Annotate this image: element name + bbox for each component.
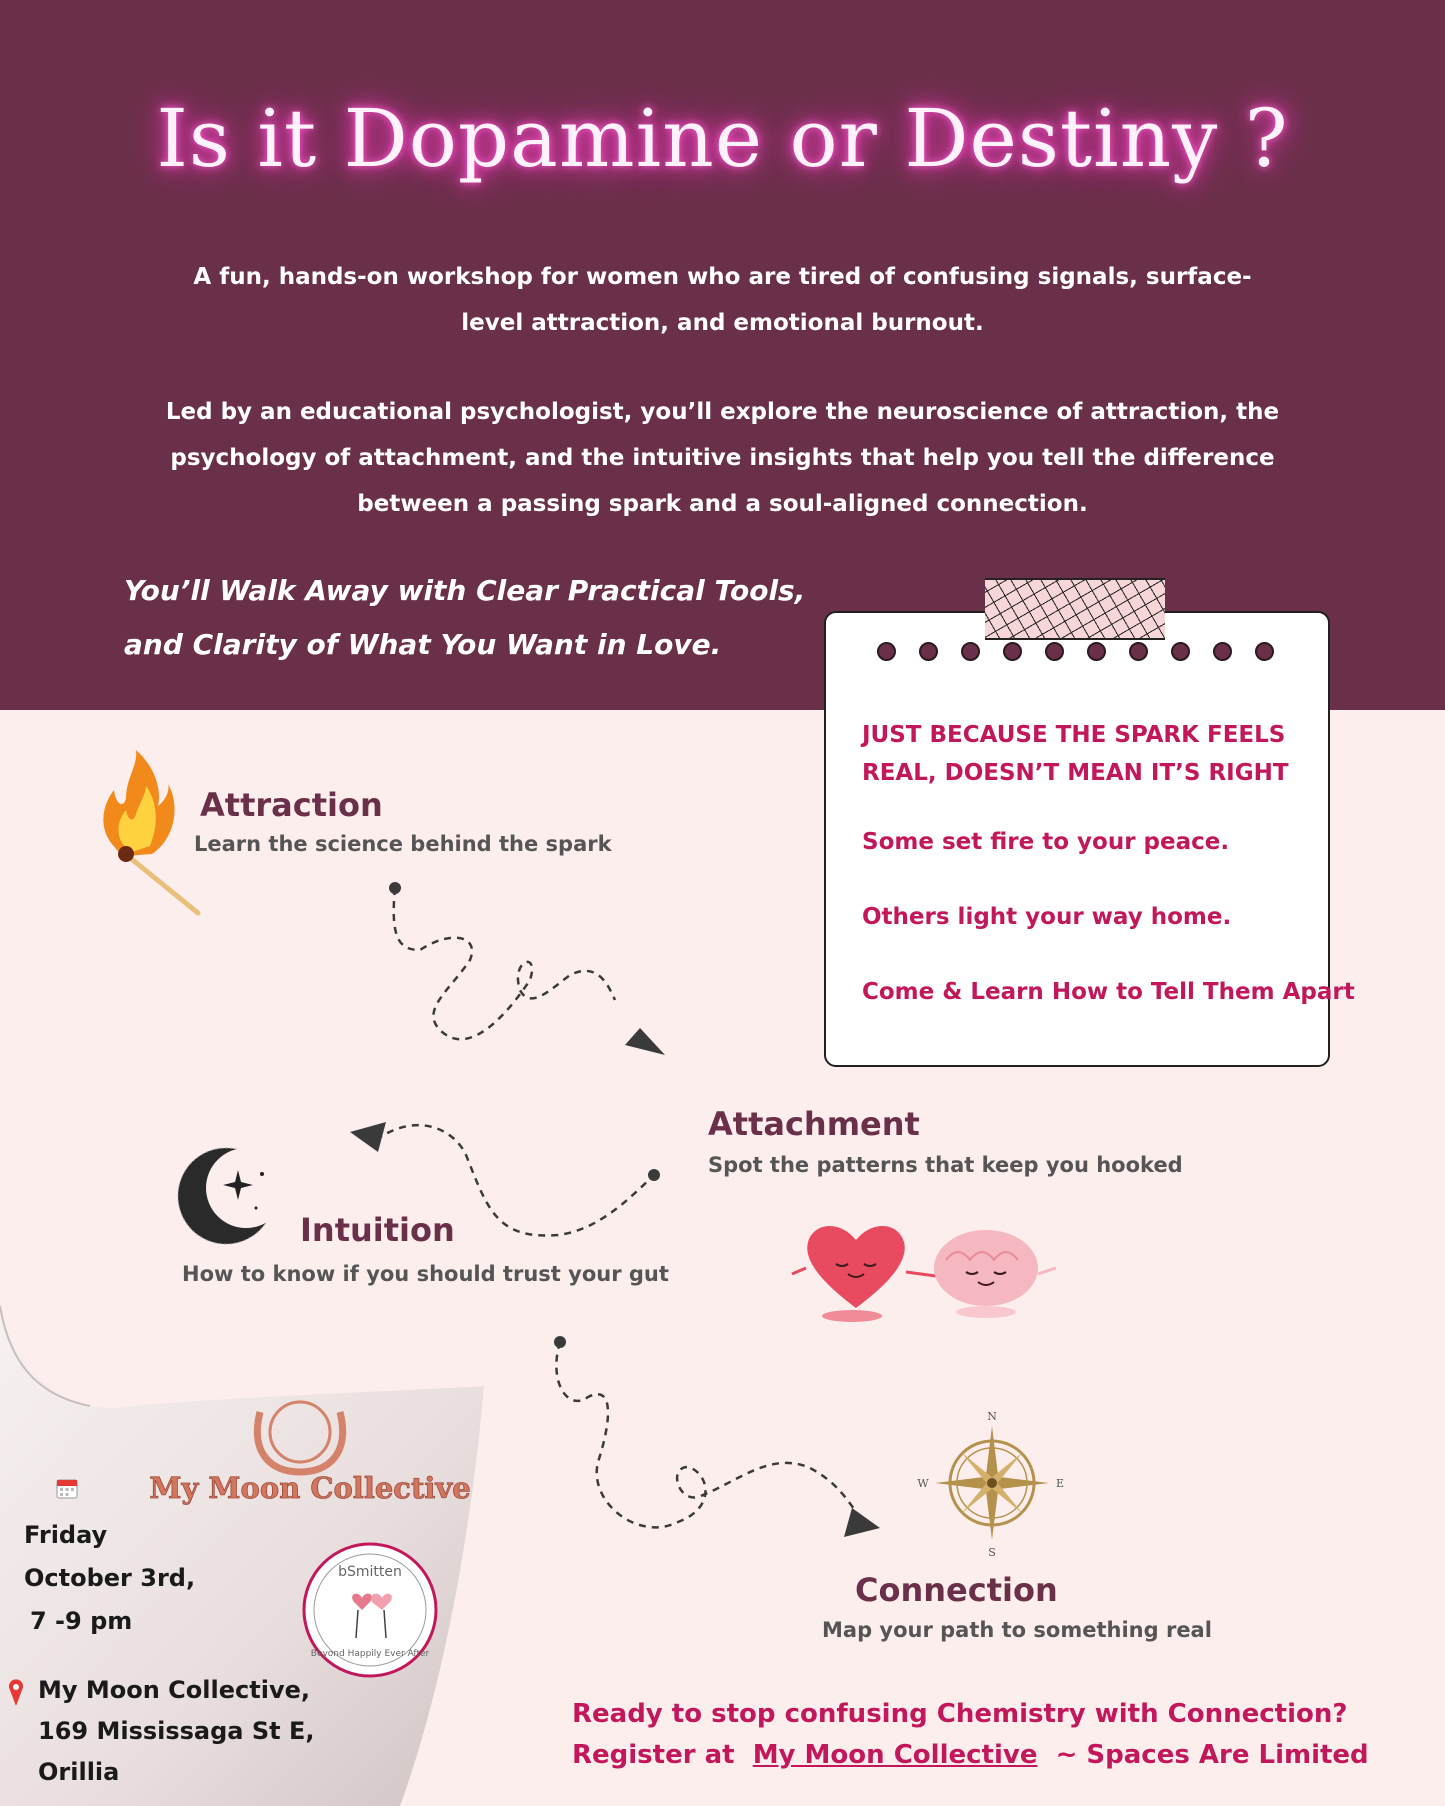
binder-holes [877,642,1297,660]
compass-south-label: S [988,1546,996,1559]
burning-match-icon [96,748,206,918]
calendar-icon [55,1476,79,1500]
binder-hole [1255,642,1274,661]
event-city: Orillia [38,1758,120,1786]
event-day: Friday [24,1521,108,1549]
tape-decoration [985,578,1165,640]
compass-icon [917,1408,1067,1558]
description-paragraph [130,389,1315,527]
bsmitten-wordmark: bSmitten [338,1564,402,1580]
description-line: psychology of attachment, and the intuitive insights that help you tell the difference [170,445,1275,471]
note-line: Others light your way home. [862,904,1232,930]
binder-hole [1045,642,1064,661]
event-venue: My Moon Collective, [38,1676,310,1704]
note-heading-line: JUST BECAUSE THE SPARK FEELS [862,722,1286,748]
intro-line: level attraction, and emotional burnout. [461,310,984,336]
description-line: between a passing spark and a soul-aligned connection. [357,491,1088,517]
topic-title: Intuition [300,1211,455,1249]
binder-hole [1171,642,1190,661]
bsmitten-tagline: Beyond Happily Ever After [310,1649,430,1659]
cta-question: Ready to stop confusing Chemistry with Connection? [572,1699,1348,1729]
note-line: Some set fire to your peace. [862,829,1230,855]
bsmitten-logo [300,1540,440,1680]
binder-hole [961,642,980,661]
location-pin-icon [6,1678,26,1708]
compass-north-label: N [987,1410,997,1423]
topic-subtitle: Spot the patterns that keep you hooked [708,1153,1183,1177]
cta-register [572,1740,1369,1770]
dashed-path-arrow [380,880,700,1060]
register-link[interactable]: My Moon Collective [752,1740,1038,1770]
note-heading-line: REAL, DOESN’T MEAN IT’S RIGHT [862,760,1289,786]
dashed-path-arrow [548,1332,888,1542]
event-street: 169 Mississaga St E, [38,1717,315,1745]
topic-title: Connection [855,1571,1058,1609]
binder-hole [1087,642,1106,661]
register-suffix: ~ Spaces Are Limited [1055,1740,1369,1770]
event-location [38,1670,314,1793]
register-prefix: Register at [572,1740,735,1770]
page-title: Is it Dopamine or Destiny ? [156,92,1289,185]
note-line: Come & Learn How to Tell Them Apart [862,979,1355,1005]
topic-title: Attachment [708,1105,920,1143]
compass-west-label: W [917,1477,929,1490]
topic-subtitle: Learn the science behind the spark [194,832,612,856]
moon-collective-wordmark: My Moon Collective [149,1471,471,1505]
compass-east-label: E [1055,1477,1065,1490]
event-date-text: October 3rd, [24,1564,196,1592]
takeaway-text [124,564,805,672]
topic-subtitle: Map your path to something real [822,1618,1212,1642]
note-heading [862,716,1289,792]
intro-paragraph [130,254,1315,346]
crescent-moon-icon [176,1144,286,1254]
binder-hole [877,642,896,661]
event-date [24,1514,195,1643]
intro-line: A fun, hands-on workshop for women who are tired of confusing signals, surface- [193,264,1252,290]
moon-collective-logo [150,1392,470,1512]
takeaway-line: and Clarity of What You Want in Love. [124,628,722,661]
description-line: Led by an educational psychologist, you’ll explore the neuroscience of attraction, the [165,399,1280,425]
binder-hole [1003,642,1022,661]
topic-title: Attraction [200,786,383,824]
takeaway-line: You’ll Walk Away with Clear Practical Tools, [124,574,806,607]
binder-hole [919,642,938,661]
heart-and-brain-icon [796,1216,1086,1326]
binder-hole [1213,642,1232,661]
event-time: 7 -9 pm [30,1607,133,1635]
topic-subtitle: How to know if you should trust your gut [182,1262,669,1286]
binder-hole [1129,642,1148,661]
